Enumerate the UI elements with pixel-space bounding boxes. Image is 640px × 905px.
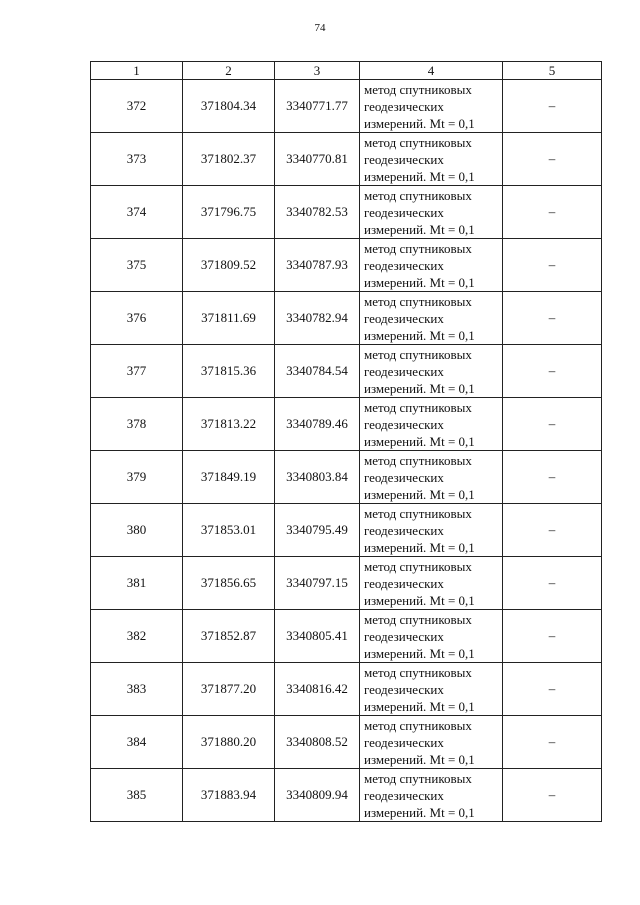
y-coordinate-cell: 3340809.94: [275, 769, 360, 822]
table-row: [91, 186, 602, 239]
method-line: метод спутниковых: [364, 293, 472, 309]
method-line: геодезических: [364, 734, 444, 750]
point-number-cell: 381: [91, 557, 183, 610]
method-line: измерений. Mt = 0,1: [364, 221, 475, 237]
column-header-1: 1: [91, 62, 183, 80]
method-line: метод спутниковых: [364, 452, 472, 468]
method-line: метод спутниковых: [364, 505, 472, 521]
table-row: [91, 716, 602, 769]
method-line: измерений. Mt = 0,1: [364, 168, 475, 184]
method-line: геодезических: [364, 469, 444, 485]
point-number-cell: 376: [91, 292, 183, 345]
note-cell: –: [503, 769, 602, 822]
method-cell: [360, 345, 503, 398]
method-line: измерений. Mt = 0,1: [364, 380, 475, 396]
method-line: геодезических: [364, 257, 444, 273]
method-line: метод спутниковых: [364, 770, 472, 786]
y-coordinate-cell: 3340816.42: [275, 663, 360, 716]
method-line: измерений. Mt = 0,1: [364, 592, 475, 608]
method-line: геодезических: [364, 522, 444, 538]
y-coordinate-cell: 3340795.49: [275, 504, 360, 557]
table-row: [91, 610, 602, 663]
note-cell: –: [503, 504, 602, 557]
note-cell: –: [503, 80, 602, 133]
method-line: измерений. Mt = 0,1: [364, 645, 475, 661]
note-cell: –: [503, 557, 602, 610]
method-line: метод спутниковых: [364, 611, 472, 627]
note-cell: –: [503, 451, 602, 504]
x-coordinate-cell: 371809.52: [183, 239, 275, 292]
x-coordinate-cell: 371880.20: [183, 716, 275, 769]
method-line: геодезических: [364, 628, 444, 644]
table-row: [91, 292, 602, 345]
y-coordinate-cell: 3340787.93: [275, 239, 360, 292]
y-coordinate-cell: 3340808.52: [275, 716, 360, 769]
method-cell: [360, 663, 503, 716]
y-coordinate-cell: 3340803.84: [275, 451, 360, 504]
method-line: измерений. Mt = 0,1: [364, 327, 475, 343]
x-coordinate-cell: 371856.65: [183, 557, 275, 610]
table-row: [91, 769, 602, 822]
method-cell: [360, 398, 503, 451]
method-line: геодезических: [364, 98, 444, 114]
column-header-3: 3: [275, 62, 360, 80]
method-line: метод спутниковых: [364, 717, 472, 733]
point-number-cell: 375: [91, 239, 183, 292]
note-cell: –: [503, 398, 602, 451]
table-row: [91, 239, 602, 292]
x-coordinate-cell: 371796.75: [183, 186, 275, 239]
method-line: геодезических: [364, 681, 444, 697]
method-line: метод спутниковых: [364, 81, 472, 97]
method-cell: [360, 451, 503, 504]
note-cell: –: [503, 292, 602, 345]
x-coordinate-cell: 371852.87: [183, 610, 275, 663]
point-number-cell: 378: [91, 398, 183, 451]
method-line: геодезических: [364, 310, 444, 326]
method-line: измерений. Mt = 0,1: [364, 486, 475, 502]
note-cell: –: [503, 186, 602, 239]
method-line: геодезических: [364, 575, 444, 591]
x-coordinate-cell: 371802.37: [183, 133, 275, 186]
method-line: геодезических: [364, 204, 444, 220]
method-cell: [360, 716, 503, 769]
method-line: измерений. Mt = 0,1: [364, 751, 475, 767]
method-line: метод спутниковых: [364, 399, 472, 415]
column-header-2: 2: [183, 62, 275, 80]
point-number-cell: 380: [91, 504, 183, 557]
column-header-4: 4: [360, 62, 503, 80]
method-cell: [360, 239, 503, 292]
table-row: [91, 133, 602, 186]
table-row: [91, 345, 602, 398]
table-row: [91, 504, 602, 557]
note-cell: –: [503, 345, 602, 398]
point-number-cell: 379: [91, 451, 183, 504]
x-coordinate-cell: 371849.19: [183, 451, 275, 504]
method-line: метод спутниковых: [364, 240, 472, 256]
method-line: измерений. Mt = 0,1: [364, 804, 475, 820]
y-coordinate-cell: 3340789.46: [275, 398, 360, 451]
coordinates-table: [90, 61, 602, 822]
y-coordinate-cell: 3340782.53: [275, 186, 360, 239]
table-row: [91, 398, 602, 451]
point-number-cell: 372: [91, 80, 183, 133]
point-number-cell: 373: [91, 133, 183, 186]
table-header-row: [91, 62, 602, 80]
method-cell: [360, 80, 503, 133]
method-line: метод спутниковых: [364, 346, 472, 362]
method-line: метод спутниковых: [364, 558, 472, 574]
point-number-cell: 383: [91, 663, 183, 716]
table-row: [91, 80, 602, 133]
y-coordinate-cell: 3340771.77: [275, 80, 360, 133]
point-number-cell: 377: [91, 345, 183, 398]
table-row: [91, 663, 602, 716]
x-coordinate-cell: 371883.94: [183, 769, 275, 822]
y-coordinate-cell: 3340782.94: [275, 292, 360, 345]
method-cell: [360, 557, 503, 610]
point-number-cell: 374: [91, 186, 183, 239]
method-line: измерений. Mt = 0,1: [364, 698, 475, 714]
method-line: геодезических: [364, 151, 444, 167]
method-line: измерений. Mt = 0,1: [364, 274, 475, 290]
method-line: геодезических: [364, 363, 444, 379]
point-number-cell: 385: [91, 769, 183, 822]
x-coordinate-cell: 371811.69: [183, 292, 275, 345]
y-coordinate-cell: 3340797.15: [275, 557, 360, 610]
y-coordinate-cell: 3340784.54: [275, 345, 360, 398]
method-line: измерений. Mt = 0,1: [364, 115, 475, 131]
note-cell: –: [503, 133, 602, 186]
method-line: метод спутниковых: [364, 134, 472, 150]
method-line: метод спутниковых: [364, 187, 472, 203]
method-cell: [360, 504, 503, 557]
table-row: [91, 557, 602, 610]
x-coordinate-cell: 371853.01: [183, 504, 275, 557]
table-body: [91, 80, 602, 822]
method-line: геодезических: [364, 416, 444, 432]
method-cell: [360, 186, 503, 239]
method-line: измерений. Mt = 0,1: [364, 433, 475, 449]
method-line: измерений. Mt = 0,1: [364, 539, 475, 555]
y-coordinate-cell: 3340770.81: [275, 133, 360, 186]
point-number-cell: 382: [91, 610, 183, 663]
method-cell: [360, 610, 503, 663]
note-cell: –: [503, 663, 602, 716]
method-cell: [360, 133, 503, 186]
table-row: [91, 451, 602, 504]
column-header-5: 5: [503, 62, 602, 80]
y-coordinate-cell: 3340805.41: [275, 610, 360, 663]
x-coordinate-cell: 371877.20: [183, 663, 275, 716]
x-coordinate-cell: 371813.22: [183, 398, 275, 451]
note-cell: –: [503, 239, 602, 292]
note-cell: –: [503, 610, 602, 663]
method-line: метод спутниковых: [364, 664, 472, 680]
x-coordinate-cell: 371804.34: [183, 80, 275, 133]
note-cell: –: [503, 716, 602, 769]
point-number-cell: 384: [91, 716, 183, 769]
method-line: геодезических: [364, 787, 444, 803]
method-cell: [360, 292, 503, 345]
page-number: 74: [314, 22, 326, 34]
method-cell: [360, 769, 503, 822]
x-coordinate-cell: 371815.36: [183, 345, 275, 398]
